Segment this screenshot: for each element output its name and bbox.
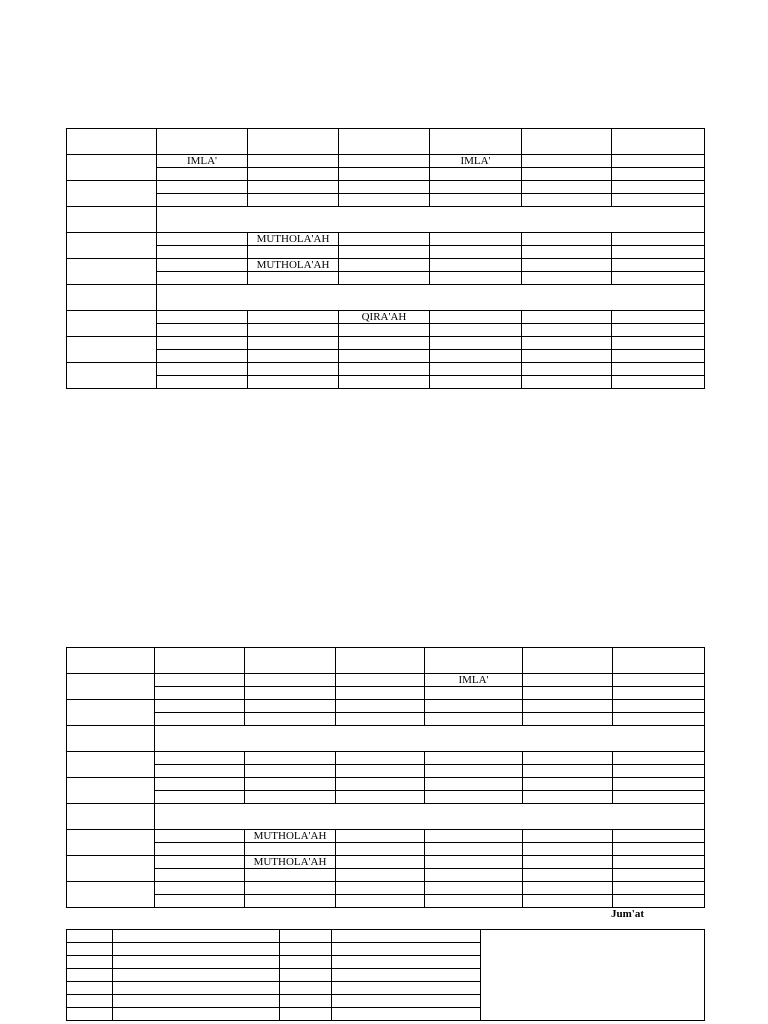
- table-cell: [336, 882, 425, 895]
- table-row: [67, 181, 705, 194]
- table-cell: [248, 350, 339, 363]
- table-cell: [430, 324, 522, 337]
- table-cell: [67, 1008, 113, 1021]
- table-cell: [336, 869, 425, 882]
- table-cell: [113, 969, 280, 982]
- table-cell: [113, 956, 280, 969]
- subject-cell-qiraah: QIRA'AH: [339, 311, 430, 324]
- table-cell: [339, 181, 430, 194]
- period-label-cell: [67, 155, 157, 181]
- table-cell: [613, 895, 705, 908]
- subject-cell-imla: IMLA': [425, 674, 523, 687]
- subject-cell-mutholaah: MUTHOLA'AH: [245, 856, 336, 869]
- table-cell: [336, 674, 425, 687]
- period-label-cell: [67, 830, 155, 856]
- table-cell: [425, 752, 523, 765]
- table-cell: [425, 882, 523, 895]
- table-cell: [523, 869, 613, 882]
- table-cell: [248, 337, 339, 350]
- table-row: [67, 830, 705, 843]
- table-cell: [245, 752, 336, 765]
- table-cell: [430, 272, 522, 285]
- table-row: [67, 700, 705, 713]
- table-cell: [248, 324, 339, 337]
- table-cell: [280, 943, 332, 956]
- table-cell: [67, 285, 157, 311]
- table-cell: [245, 648, 336, 674]
- table-cell: [332, 982, 481, 995]
- table-cell: [157, 259, 248, 272]
- table-cell: [522, 363, 612, 376]
- table-cell: [522, 181, 612, 194]
- table-cell: [336, 765, 425, 778]
- table-row: [67, 311, 705, 324]
- table-cell: [280, 969, 332, 982]
- table-cell: [245, 882, 336, 895]
- table-cell: [339, 272, 430, 285]
- table-cell: [155, 700, 245, 713]
- table-cell: [425, 895, 523, 908]
- table-cell: [523, 843, 613, 856]
- table-row: [67, 895, 705, 908]
- table-cell: [612, 337, 705, 350]
- table-cell: [332, 995, 481, 1008]
- table-cell: [157, 324, 248, 337]
- period-label-cell: [67, 363, 157, 389]
- table-cell: [612, 363, 705, 376]
- table-cell: [430, 129, 522, 155]
- table-cell: [157, 181, 248, 194]
- table-cell: [522, 324, 612, 337]
- table-cell: [522, 311, 612, 324]
- table-header-row: [67, 648, 705, 674]
- table-cell: [430, 350, 522, 363]
- table-cell: [280, 982, 332, 995]
- table-cell: [157, 363, 248, 376]
- table-cell: [425, 830, 523, 843]
- table-cell: [430, 181, 522, 194]
- table-cell: [522, 246, 612, 259]
- subject-cell-imla: IMLA': [430, 155, 522, 168]
- table-cell: [430, 194, 522, 207]
- table-row: [67, 194, 705, 207]
- table-cell: [339, 324, 430, 337]
- table-cell: [336, 895, 425, 908]
- table-cell: [613, 648, 705, 674]
- table-cell: [612, 181, 705, 194]
- table-cell: [339, 168, 430, 181]
- table-row: [67, 376, 705, 389]
- table-cell: [612, 311, 705, 324]
- table-cell: [613, 687, 705, 700]
- table-cell: [522, 129, 612, 155]
- table-cell: [339, 246, 430, 259]
- table-cell: [248, 311, 339, 324]
- table-cell: [612, 324, 705, 337]
- table-cell: [612, 259, 705, 272]
- table-cell: [336, 778, 425, 791]
- table-cell: [612, 168, 705, 181]
- table-cell: [522, 337, 612, 350]
- table-cell: [425, 713, 523, 726]
- table-row: [67, 778, 705, 791]
- table-cell: [523, 765, 613, 778]
- table-cell: [113, 982, 280, 995]
- table-row: [67, 272, 705, 285]
- table-row: [67, 363, 705, 376]
- table-cell: [522, 259, 612, 272]
- table-cell: [248, 363, 339, 376]
- table-row: [67, 337, 705, 350]
- table-cell: [425, 869, 523, 882]
- table-cell: [336, 791, 425, 804]
- table-cell: [245, 700, 336, 713]
- table-row: [67, 882, 705, 895]
- table-cell: [336, 843, 425, 856]
- table-cell: [613, 778, 705, 791]
- table-cell: [425, 843, 523, 856]
- table-cell: [157, 246, 248, 259]
- table-cell: [613, 765, 705, 778]
- table-cell: [430, 376, 522, 389]
- table-cell: [523, 882, 613, 895]
- table-cell: [612, 129, 705, 155]
- break-row: [67, 726, 705, 752]
- schedule-table-2: [66, 647, 705, 908]
- table-cell: [157, 272, 248, 285]
- table-cell: [613, 674, 705, 687]
- table-cell: [67, 956, 113, 969]
- table-cell: [430, 233, 522, 246]
- table-cell: [248, 376, 339, 389]
- table-cell: [522, 376, 612, 389]
- period-label-cell: [67, 233, 157, 259]
- table-cell: [613, 869, 705, 882]
- table-cell: [613, 713, 705, 726]
- period-label-cell: [67, 311, 157, 337]
- table-cell: [155, 791, 245, 804]
- table-cell: [522, 194, 612, 207]
- table-cell: [523, 778, 613, 791]
- table-cell: [155, 882, 245, 895]
- table-cell: [336, 700, 425, 713]
- table-cell: [612, 155, 705, 168]
- notes-cell: [481, 930, 705, 1021]
- table-cell: [339, 155, 430, 168]
- table-cell: [157, 129, 248, 155]
- table-cell: [339, 350, 430, 363]
- table-header-row: [67, 129, 705, 155]
- table-cell: [339, 337, 430, 350]
- break-cell: [157, 285, 705, 311]
- table-cell: [523, 700, 613, 713]
- legend-table: [66, 929, 705, 1021]
- table-cell: [332, 943, 481, 956]
- table-cell: [336, 830, 425, 843]
- table-cell: [425, 765, 523, 778]
- table-cell: [155, 752, 245, 765]
- period-label-cell: [67, 181, 157, 207]
- table-cell: [155, 713, 245, 726]
- table-cell: [523, 687, 613, 700]
- table-cell: [613, 856, 705, 869]
- table-cell: [157, 350, 248, 363]
- table-cell: [430, 337, 522, 350]
- break-cell: [157, 207, 705, 233]
- table-row: [67, 674, 705, 687]
- table-cell: [425, 791, 523, 804]
- table-cell: [67, 129, 157, 155]
- table-cell: [522, 168, 612, 181]
- break-cell: [155, 726, 705, 752]
- table-cell: [613, 843, 705, 856]
- table-cell: [157, 168, 248, 181]
- table-cell: [248, 168, 339, 181]
- period-label-cell: [67, 700, 155, 726]
- table-cell: [248, 155, 339, 168]
- table-cell: [67, 726, 155, 752]
- table-row: [67, 168, 705, 181]
- table-cell: [67, 648, 155, 674]
- table-cell: [336, 856, 425, 869]
- break-row: [67, 207, 705, 233]
- table-cell: [113, 930, 280, 943]
- table-cell: [523, 713, 613, 726]
- table-row: [67, 856, 705, 869]
- table-cell: [332, 1008, 481, 1021]
- table-cell: [245, 713, 336, 726]
- table-cell: [613, 700, 705, 713]
- table-cell: [425, 778, 523, 791]
- table-cell: [155, 674, 245, 687]
- table-cell: [332, 969, 481, 982]
- table-cell: [67, 982, 113, 995]
- table-cell: [613, 752, 705, 765]
- table-cell: [155, 843, 245, 856]
- table-row: [67, 869, 705, 882]
- table-cell: [245, 765, 336, 778]
- table-cell: [245, 791, 336, 804]
- table-cell: [67, 930, 113, 943]
- table-cell: [425, 700, 523, 713]
- table-cell: [523, 752, 613, 765]
- table-cell: [425, 856, 523, 869]
- table-cell: [155, 830, 245, 843]
- subject-cell-mutholaah: MUTHOLA'AH: [245, 830, 336, 843]
- table-cell: [157, 376, 248, 389]
- table-cell: [155, 648, 245, 674]
- schedule-table-1: [66, 128, 705, 389]
- table-row: [67, 843, 705, 856]
- table-cell: [67, 804, 155, 830]
- period-label-cell: [67, 856, 155, 882]
- subject-cell-mutholaah: MUTHOLA'AH: [248, 233, 339, 246]
- table-row: [67, 350, 705, 363]
- table-cell: [280, 1008, 332, 1021]
- table-cell: [336, 752, 425, 765]
- table-cell: [248, 181, 339, 194]
- table-cell: [522, 155, 612, 168]
- table-row: [67, 233, 705, 246]
- table-cell: [522, 272, 612, 285]
- period-label-cell: [67, 752, 155, 778]
- table-cell: [523, 674, 613, 687]
- table-cell: [336, 648, 425, 674]
- break-cell: [155, 804, 705, 830]
- table-cell: [113, 995, 280, 1008]
- period-label-cell: [67, 882, 155, 908]
- table-row: [67, 155, 705, 168]
- table-cell: [613, 882, 705, 895]
- table-cell: [339, 194, 430, 207]
- table-cell: [339, 376, 430, 389]
- table-cell: [430, 311, 522, 324]
- table-cell: [612, 246, 705, 259]
- table-cell: [336, 687, 425, 700]
- table-cell: [113, 943, 280, 956]
- period-label-cell: [67, 674, 155, 700]
- subject-cell-mutholaah: MUTHOLA'AH: [248, 259, 339, 272]
- table-cell: [280, 930, 332, 943]
- table-cell: [522, 233, 612, 246]
- table-cell: [430, 363, 522, 376]
- subject-cell-imla: IMLA': [157, 155, 248, 168]
- table-row: [67, 324, 705, 337]
- day-label-jumat: Jum'at: [611, 908, 644, 920]
- table-cell: [336, 713, 425, 726]
- table-row: [67, 752, 705, 765]
- table-cell: [523, 830, 613, 843]
- table-cell: [157, 337, 248, 350]
- table-cell: [523, 791, 613, 804]
- table-cell: [157, 233, 248, 246]
- table-cell: [245, 869, 336, 882]
- table-cell: [332, 956, 481, 969]
- table-cell: [155, 869, 245, 882]
- table-cell: [523, 895, 613, 908]
- table-row: [67, 713, 705, 726]
- table-cell: [613, 830, 705, 843]
- table-cell: [425, 687, 523, 700]
- table-cell: [425, 648, 523, 674]
- table-cell: [280, 956, 332, 969]
- table-row: [67, 930, 705, 943]
- table-cell: [339, 259, 430, 272]
- table-cell: [612, 272, 705, 285]
- period-label-cell: [67, 778, 155, 804]
- table-cell: [612, 233, 705, 246]
- table-cell: [113, 1008, 280, 1021]
- table-row: [67, 791, 705, 804]
- table-cell: [523, 648, 613, 674]
- table-cell: [67, 995, 113, 1008]
- table-row: [67, 765, 705, 778]
- table-cell: [157, 311, 248, 324]
- table-cell: [339, 363, 430, 376]
- table-cell: [332, 930, 481, 943]
- table-cell: [245, 778, 336, 791]
- table-cell: [67, 943, 113, 956]
- table-cell: [248, 246, 339, 259]
- table-cell: [155, 687, 245, 700]
- table-cell: [248, 272, 339, 285]
- table-cell: [155, 778, 245, 791]
- period-label-cell: [67, 259, 157, 285]
- table-cell: [430, 259, 522, 272]
- table-cell: [155, 856, 245, 869]
- table-cell: [67, 207, 157, 233]
- table-cell: [339, 233, 430, 246]
- table-cell: [612, 350, 705, 363]
- table-cell: [245, 843, 336, 856]
- table-cell: [67, 969, 113, 982]
- period-label-cell: [67, 337, 157, 363]
- table-cell: [612, 194, 705, 207]
- table-cell: [248, 129, 339, 155]
- table-cell: [612, 376, 705, 389]
- table-row: [67, 259, 705, 272]
- table-cell: [522, 350, 612, 363]
- table-cell: [339, 129, 430, 155]
- table-cell: [157, 194, 248, 207]
- table-cell: [155, 765, 245, 778]
- table-cell: [280, 995, 332, 1008]
- table-cell: [523, 856, 613, 869]
- table-row: [67, 246, 705, 259]
- table-row: [67, 687, 705, 700]
- table-cell: [613, 791, 705, 804]
- table-cell: [430, 168, 522, 181]
- table-cell: [430, 246, 522, 259]
- table-cell: [245, 674, 336, 687]
- table-cell: [155, 895, 245, 908]
- table-cell: [245, 895, 336, 908]
- table-cell: [245, 687, 336, 700]
- table-cell: [248, 194, 339, 207]
- break-row: [67, 285, 705, 311]
- break-row: [67, 804, 705, 830]
